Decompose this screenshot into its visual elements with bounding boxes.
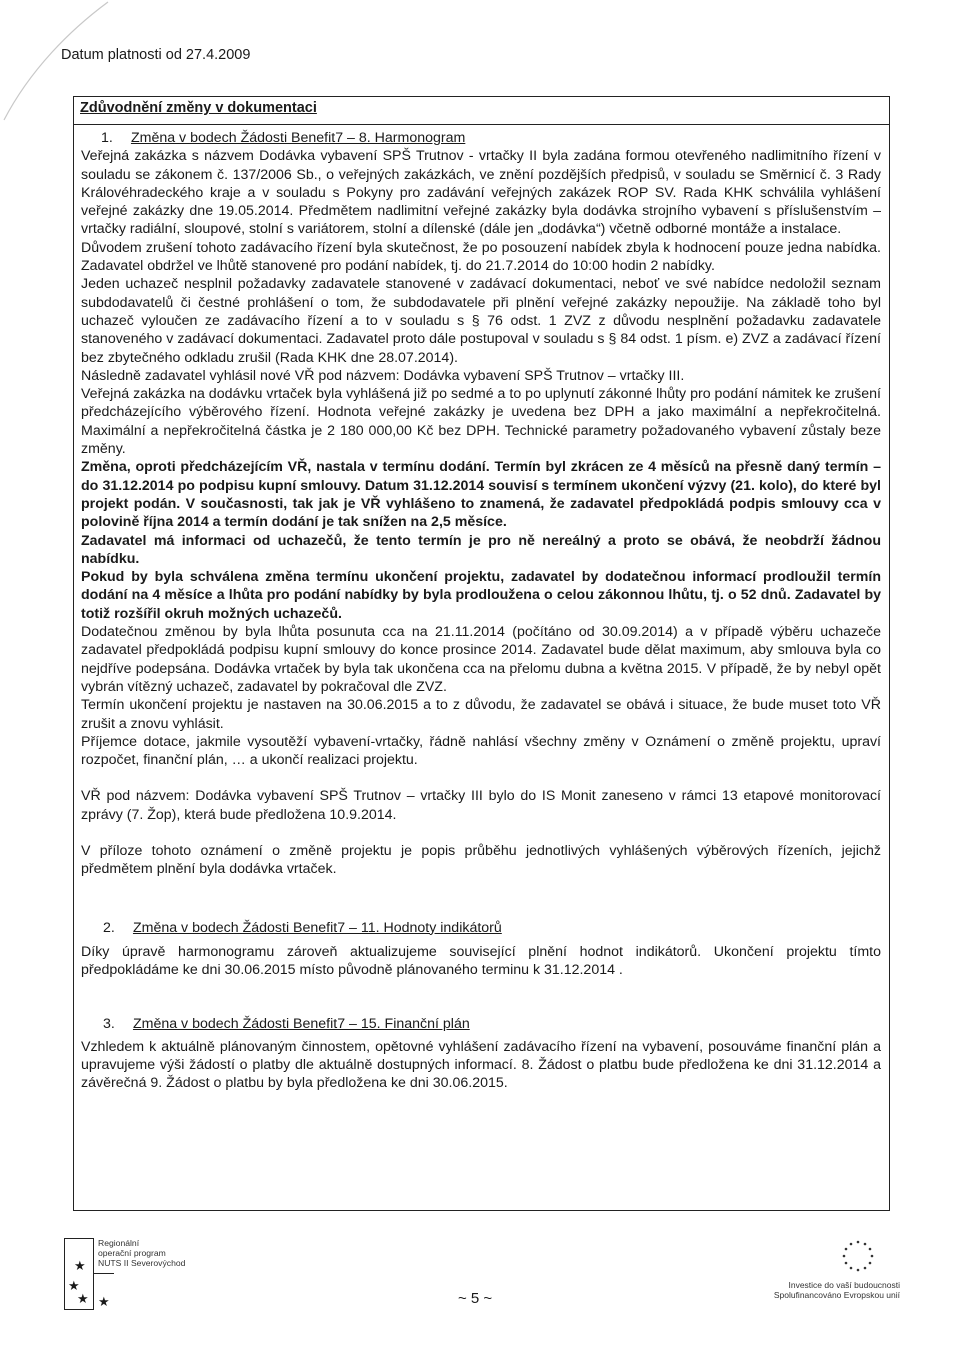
bold-paragraph: Změna, oproti předcházejícím VŘ, nastala v termínu dodání. Termín byl zkrácen ze 4 měsíců na přesně daný termín – do 31.12.2014 po podpisu kupní smlouvy. Datum 31.12.2014 souvisí s termínem ukončení výzvy (21. kolo), do které byl projekt podán. V současnosti, tak jak je VŘ vyhlášeno to znamená, že zadavatel předpokládá podpis smlouvy cca v polovině října 2014 a termín dodání je tak snížen na 2,5 měsíce. [81, 459, 881, 531]
paragraph: Veřejná zakázka s názvem Dodávka vybavení SPŠ Trutnov - vrtačky II byla zadána formou otevřeného nadlimitního řízení v souladu se zákonem č. 137/2006 Sb., o veřejných zakázkách, ve znění pozdějších předpisů, v souladu se Směrnicí č. 3 Rady Královéhradeckého kraje a v souladu s Pokyny pro zadávání veřejných zakázek ROP SV. Rada KHK schválila vyhlášení veřejné zakázky dne 19.05.2014. Předmětem nadlimitní veřejné zakázky byla dodávka strojního vybavení s příslušenstvím – vrtačky radiální, sloupové, stolní s variátorem, stolní a dílenské (dále jen „dodávka“) včetně odborné montáže a instalace. [81, 148, 881, 238]
paragraph: Následně zadavatel vyhlásil nové VŘ pod názvem: Dodávka vybavení SPŠ Trutnov – vrtačky III. [81, 367, 685, 384]
change-justification-box [73, 96, 890, 1211]
invest-line: Spolufinancováno Evropskou unií [773, 1290, 900, 1300]
section-1-number: 1. [101, 130, 113, 146]
paragraph: Dodatečnou změnou by byla lhůta posunuta cca na 21.11.2014 (počítáno od 30.09.2014) a v případě výběru uchazeče zadavatel předpokládá podpisu kupní smlouvy do konce prosince 2014. Zadavatel bude dělat maximum, aby smlouva byla co nejdříve podepsána. Dodávka vrtaček by byla tak ukončena cca na přelomu dubna a května 2015. V případě, že by nebyl opět vybrán vítězný uchazeč, zadavatel by pokračoval dle ZVZ. [81, 624, 881, 695]
program-line: operační program [98, 1248, 166, 1258]
eu-logo [760, 1236, 900, 1306]
paragraph: V příloze tohoto oznámení o změně projektu je popis průběhu jednotlivých vyhlášených výběrových řízeních, jejichž předmětem plnění byla dodávka vrtaček. [81, 842, 881, 878]
star-icon: ★ [98, 1294, 110, 1309]
paragraph: Příjemce dotace, jakmile vysoutěží vybavení-vrtačky, řádně nahlásí všechny změny v Oznámení o změně projektu, upraví rozpočet, finanční plán, … a ukončí realizaci projektu. [81, 733, 881, 769]
program-text [98, 1238, 185, 1268]
section-2-heading: Změna v bodech Žádosti Benefit7 – 11. Hodnoty indikátorů [132, 919, 502, 936]
paragraph: Termín ukončení projektu je nastaven na 30.06.2015 a to z důvodu, že zadavatel se obává i situace, že bude muset toto VŘ zrušit a znovu vyhlásit. [81, 697, 881, 732]
paragraph: VŘ pod názvem: Dodávka vybavení SPŠ Trutnov – vrtačky III bylo do IS Monit zaneseno v rámci 13 etapové monitorovací zprávy (7. Žop), která bude předložena 10.9.2014. [81, 788, 881, 823]
box-content [74, 125, 889, 1093]
invest-line: Investice do vaší budoucnosti [788, 1280, 900, 1290]
section-2-number: 2. [103, 919, 115, 936]
paragraph: Důvodem zrušení tohoto zadávacího řízení byla skutečnost, že po posouzení nabídek zbyla k hodnocení pouze jedna nabídka. Zadavatel obdržel ve lhůtě stanovené pro podání nabídek, tj. do 21.7.2014 do 10:00 hodin 2 nabídky. [81, 239, 881, 275]
star-icon: ★ [74, 1258, 86, 1273]
validity-date: Datum platnosti od 27.4.2009 [61, 47, 251, 63]
rop-logo [64, 1238, 194, 1310]
section-3-title [81, 1015, 881, 1033]
bold-paragraph: Pokud by byla schválena změna termínu ukončení projektu, zadavatel by dodatečnou informací prodloužil termín dodání na 4 měsíce a lhůta pro podání nabídky by byla prodloužena o celou zákonnou lhůtu, tj. o 52 dnů. Zadavatel by totiž rozšířil okruh možných uchazečů. [81, 569, 881, 622]
section-1-title [81, 129, 881, 147]
star-icon: ★ [77, 1291, 89, 1306]
paragraph: Vzhledem k aktuálně plánovaným činnostem, opětovné vyhlášení zadávacího řízení na vybavení, posouváme finanční plán a upravujeme výši žádostí o platby dle aktuálně dostupných informací. 8. Žádost o platbu bude předložena ke dni 31.12.2014 a závěrečná 9. Žádost o platbu by byla předložena ke dni 30.06.2015. [81, 1038, 881, 1092]
invest-text [774, 1280, 900, 1300]
bold-paragraph: Zadavatel má informaci od uchazečů, že tento termín je pro ně nereálný a proto se obává, že neobdrží žádnou nabídku. [81, 532, 881, 567]
paragraph: Díky úpravě harmonogramu zároveň aktualizujeme související plnění hodnot indikátorů. Ukončení projektu tímto předpokládáme ke dni 30.06.2015 místo původně plánovaného terminu k 31.12.2014 . [81, 943, 881, 979]
paragraph: Veřejná zakázka na dodávku vrtaček byla vyhlášená již po sedmé a to po uplynutí zákonné lhůty pro podání námitek ke zrušení předcházejícího výběrového řízení. Hodnota veřejné zakázky je uvedena bez DPH a jako maximální a nepřekročitelná. Maximální a nepřekročitelná částka je 2 180 000,00 Kč bez DPH. Technické parametry požadovaného vybavení zůstaly beze změny. [81, 386, 881, 458]
program-line: NUTS II Severovýchod [98, 1258, 186, 1268]
eu-flag-box [64, 1238, 94, 1310]
star-icon: ★ [68, 1278, 80, 1293]
paragraph: Jeden uchazeč nesplnil požadavky zadavatele stanovené v zadávací dokumentaci, neboť ve své nabídce nedoložil seznam subdodavatelů či čestné prohlášení o tom, že subdodavatele při plnění veřejné zakázky nepoužije. Na základě toho byl uchazeč vyloučen ze zadávacího řízení a to v souladu s § 76 odst. 1 ZVZ z důvodu nesplnění požadavku zadavatele stanoveného v zadávací dokumentaci. Zadavatel proto dále postupoval v souladu s § 84 odst. 1 písm. e) ZVZ a zadávací řízení bez zbytečného odkladu zrušil (Rada KHK dne 28.07.2014). [81, 276, 881, 366]
section-3-heading: Změna v bodech Žádosti Benefit7 – 15. Finanční plán [132, 1016, 470, 1033]
eu-stars-icon [840, 1238, 876, 1274]
program-line: Regionální [98, 1238, 140, 1248]
page-number: ~ 5 ~ [458, 1290, 493, 1307]
section-3-number: 3. [103, 1016, 115, 1033]
section-1-heading: Změna v bodech Žádosti Benefit7 – 8. Harmonogram [130, 130, 466, 146]
section-2-title [81, 919, 881, 937]
box-title: Zdůvodnění změny v dokumentaci [74, 97, 889, 125]
